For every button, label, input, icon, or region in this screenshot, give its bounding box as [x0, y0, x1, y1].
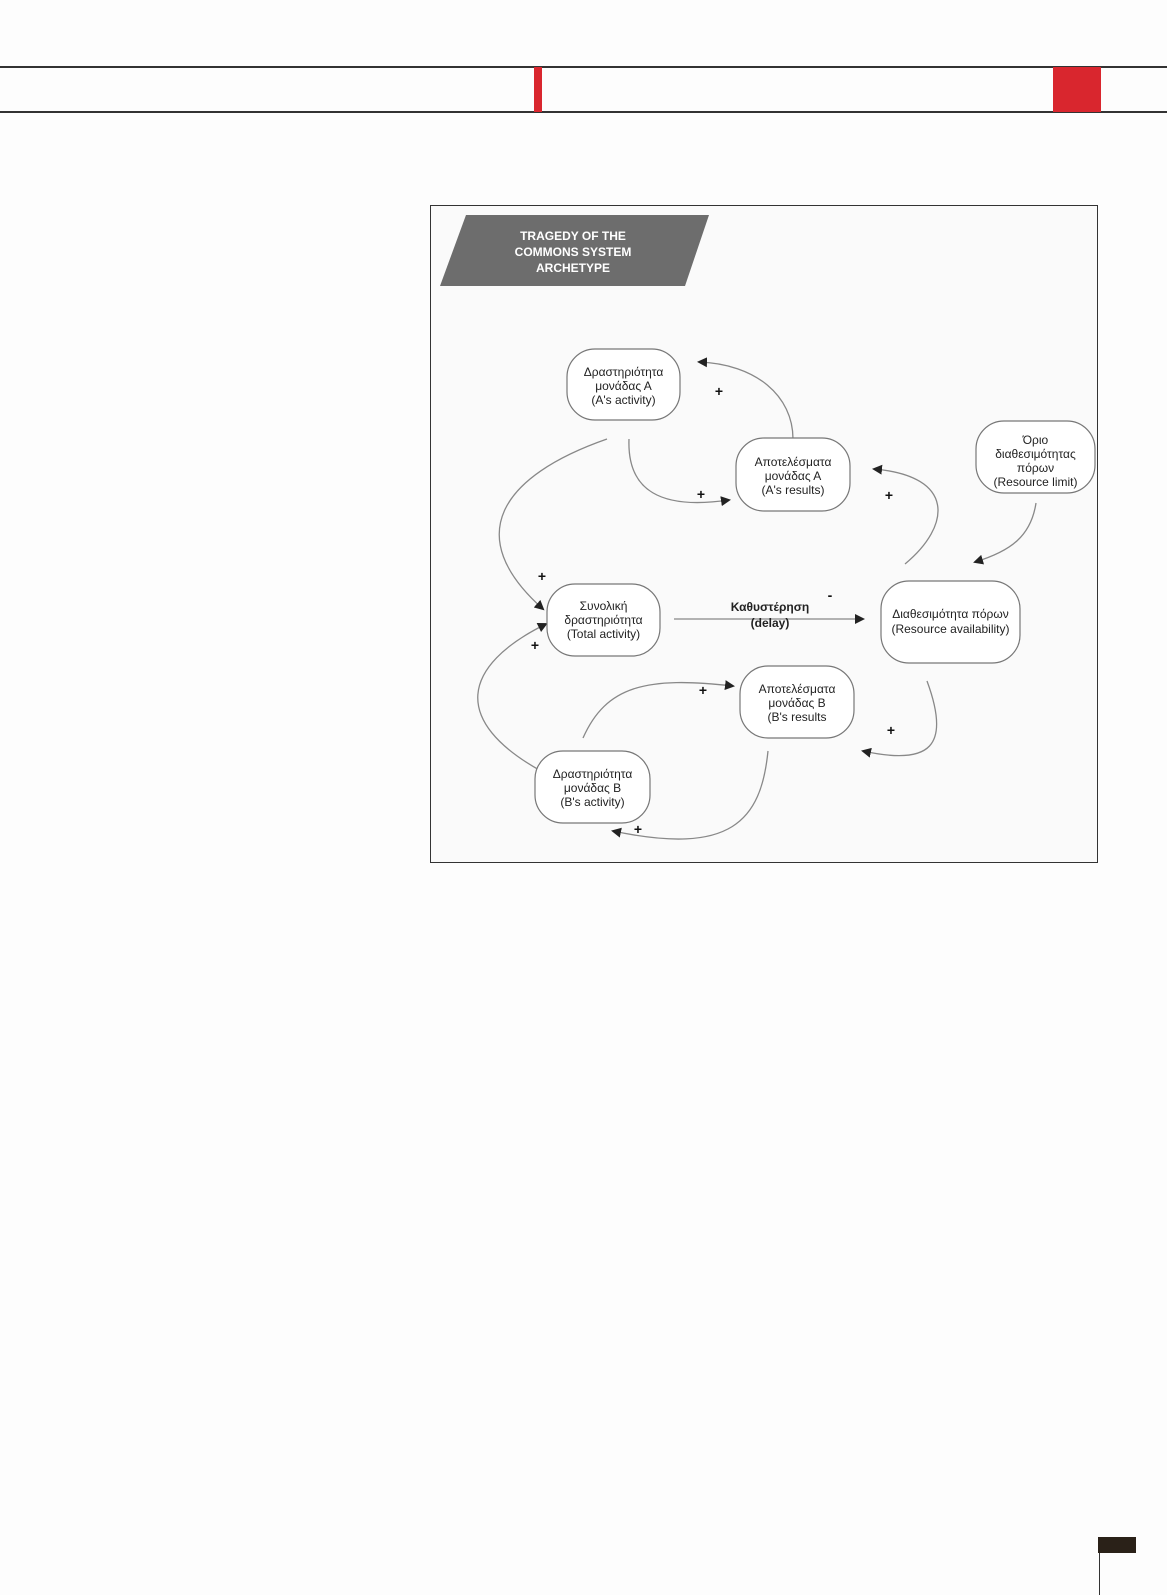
svg-text:(B's activity): (B's activity)	[560, 795, 625, 809]
svg-text:(A's activity): (A's activity)	[591, 393, 656, 407]
link-a-results-to-a-activity	[699, 362, 793, 439]
link-b-activity-to-b-results	[583, 683, 733, 738]
title-line-2: COMMONS SYSTEM	[514, 245, 632, 259]
svg-text:Διαθεσιμότητα πόρων: Διαθεσιμότητα πόρων	[892, 607, 1009, 621]
diagram-frame	[430, 205, 1098, 863]
svg-text:Δραστηριότητα: Δραστηριότητα	[552, 767, 633, 781]
node-b-activity	[535, 751, 650, 823]
polarity-sign: +	[530, 637, 540, 653]
polarity-sign: +	[698, 682, 708, 698]
node-a-activity	[567, 349, 680, 420]
svg-text:Δραστηριότητα: Δραστηριότητα	[583, 365, 664, 379]
node-resource-availability	[881, 581, 1020, 663]
svg-text:Αποτελέσματα: Αποτελέσματα	[754, 455, 832, 469]
svg-text:διαθεσιμότητας: διαθεσιμότητας	[995, 447, 1076, 461]
svg-text:(A's results): (A's results)	[761, 483, 825, 497]
svg-text:Συνολική: Συνολική	[579, 599, 628, 613]
svg-text:μονάδας Α: μονάδας Α	[764, 469, 822, 483]
page-corner-badge	[1098, 1537, 1136, 1553]
header-accent-left	[534, 67, 542, 112]
node-b-results	[740, 666, 854, 738]
node-a-results	[736, 438, 850, 511]
delay-label-greek: Καθυστέρηση	[730, 600, 810, 614]
delay-label-english: (delay)	[750, 616, 790, 630]
link-limit-to-availability	[975, 503, 1036, 562]
title-line-1: TRAGEDY OF THE	[520, 229, 626, 243]
title-line-3: ARCHETYPE	[535, 261, 611, 275]
polarity-sign: +	[633, 821, 643, 837]
polarity-sign: +	[696, 486, 706, 502]
polarity-sign: -	[827, 587, 833, 603]
svg-text:μονάδας Β: μονάδας Β	[563, 781, 622, 795]
node-total-activity	[547, 584, 660, 656]
svg-text:Όριο: Όριο	[1022, 433, 1049, 447]
page-corner-line	[1099, 1553, 1100, 1595]
polarity-sign: +	[884, 487, 894, 503]
polarity-sign: +	[714, 383, 724, 399]
causal-loop-diagram	[431, 206, 1099, 864]
svg-text:(Resource limit): (Resource limit)	[993, 475, 1078, 489]
svg-text:μονάδας Α: μονάδας Α	[595, 379, 652, 393]
header-rule-bottom	[0, 111, 1167, 113]
svg-text:πόρων: πόρων	[1016, 461, 1055, 475]
link-availability-to-b-results	[863, 681, 937, 756]
header-accent-right	[1053, 67, 1101, 112]
svg-text:(Total activity): (Total activity)	[566, 627, 641, 641]
svg-text:δραστηριότητα: δραστηριότητα	[564, 613, 643, 627]
link-availability-to-a-results	[874, 469, 938, 564]
polarity-sign: +	[537, 568, 547, 584]
svg-text:(B's results: (B's results	[767, 710, 827, 724]
polarity-sign: +	[886, 722, 896, 738]
svg-text:μονάδας Β: μονάδας Β	[768, 696, 826, 710]
link-a-activity-to-a-results	[629, 439, 729, 503]
svg-text:Αποτελέσματα: Αποτελέσματα	[758, 682, 836, 696]
header-rule-top	[0, 66, 1167, 68]
svg-text:(Resource availability): (Resource availability)	[891, 622, 1010, 636]
